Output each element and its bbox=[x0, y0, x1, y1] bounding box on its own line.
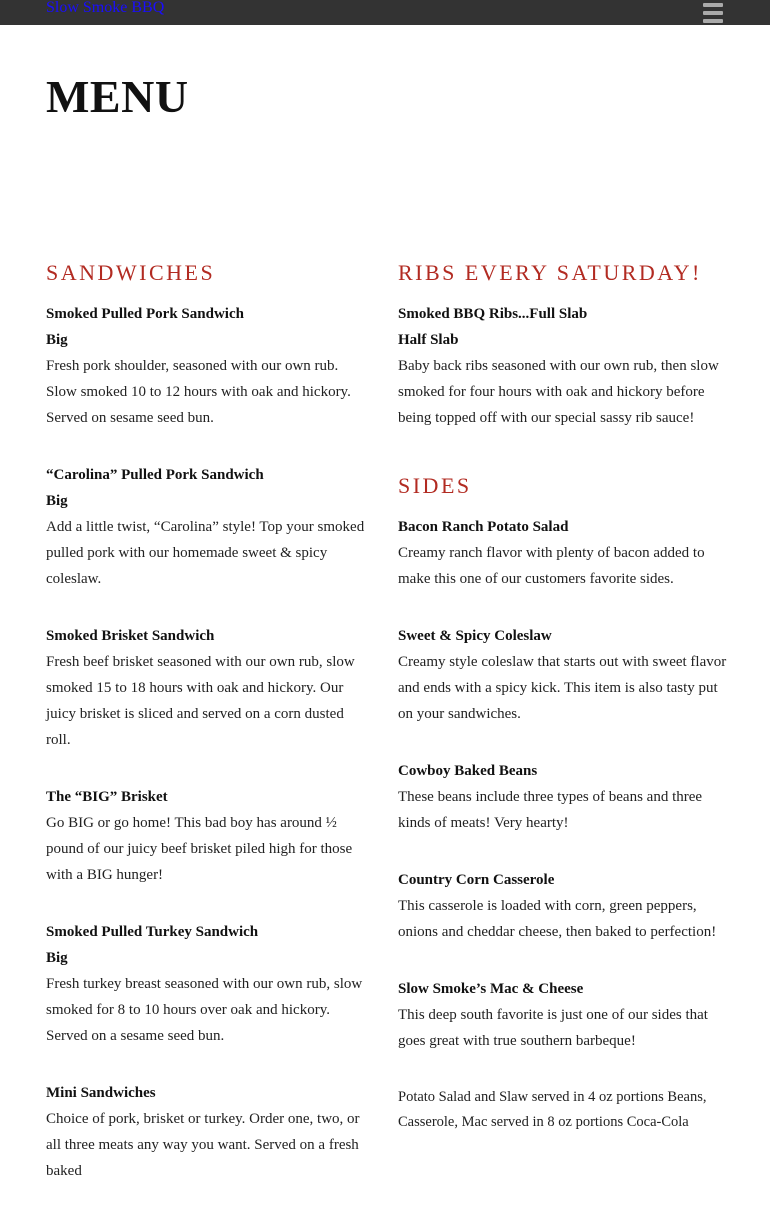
item-description: Creamy ranch flavor with plenty of bacon added to make this one of our customers favorite sides. bbox=[398, 545, 705, 587]
item-name: The “BIG” Brisket bbox=[46, 789, 168, 805]
item-name: Country Corn Casserole bbox=[398, 872, 555, 888]
menu-item bbox=[398, 301, 728, 431]
right-column bbox=[398, 257, 728, 1135]
hamburger-line bbox=[703, 19, 723, 23]
item-name: Slow Smoke’s Mac & Cheese bbox=[398, 981, 584, 997]
item-size: Big bbox=[46, 950, 68, 966]
menu-item bbox=[46, 301, 372, 431]
menu-item bbox=[46, 462, 372, 592]
item-size: Big bbox=[46, 493, 68, 509]
top-nav-bar bbox=[0, 0, 770, 25]
item-description: Creamy style coleslaw that starts out with sweet flavor and ends with a spicy kick. This item is also tasty put on your sandwiches. bbox=[398, 654, 727, 722]
item-description: Choice of pork, brisket or turkey. Order one, two, or all three meats any way you want. Served on a fresh baked bbox=[46, 1111, 360, 1179]
item-description: Fresh turkey breast seasoned with our own rub, slow smoked for 8 to 10 hours over oak and hickory. Served on a sesame seed bun. bbox=[46, 976, 363, 1044]
page-title: MENU bbox=[46, 71, 189, 122]
item-name: Smoked BBQ Ribs...Full Slab bbox=[398, 306, 588, 322]
menu-item bbox=[46, 784, 372, 888]
item-name: Smoked Pulled Turkey Sandwich bbox=[46, 924, 259, 940]
item-description: Fresh pork shoulder, seasoned with our own rub. Slow smoked 10 to 12 hours with oak and hickory. Served on sesame seed bun. bbox=[46, 358, 351, 426]
sandwiches-section bbox=[46, 257, 372, 1215]
item-size: Half Slab bbox=[398, 332, 459, 348]
hamburger-line bbox=[703, 11, 723, 15]
sides-heading: SIDES bbox=[398, 473, 472, 498]
sandwiches-heading: SANDWICHES bbox=[46, 260, 216, 285]
menu-item bbox=[46, 1080, 372, 1184]
item-description: Go BIG or go home! This bad boy has around ½ pound of our juicy beef brisket piled high for those with a BIG hunger! bbox=[46, 815, 353, 883]
item-name: Mini Sandwiches bbox=[46, 1085, 156, 1101]
hamburger-menu-icon[interactable] bbox=[703, 3, 723, 23]
item-description: Fresh beef brisket seasoned with our own rub, slow smoked 15 to 18 hours with oak and hickory. Our juicy brisket is sliced and served on a corn dusted roll. bbox=[46, 654, 355, 748]
item-name: Smoked Brisket Sandwich bbox=[46, 628, 215, 644]
portion-note: Potato Salad and Slaw served in 4 oz portions Beans, Casserole, Mac served in 8 oz portions Coca-Cola bbox=[398, 1089, 707, 1130]
item-description: Baby back ribs seasoned with our own rub, then slow smoked for four hours with oak and hickory before being topped off with our special sassy rib sauce! bbox=[398, 358, 719, 426]
item-description: Add a little twist, “Carolina” style! Top your smoked pulled pork with our homemade sweet & spicy coleslaw. bbox=[46, 519, 365, 587]
item-description: This deep south favorite is just one of our sides that goes great with true southern barbeque! bbox=[398, 1007, 708, 1049]
item-description: These beans include three types of beans and three kinds of meats! Very hearty! bbox=[398, 789, 703, 831]
side-item bbox=[398, 758, 728, 836]
ribs-heading: RIBS EVERY SATURDAY! bbox=[398, 260, 702, 285]
hamburger-line bbox=[703, 3, 723, 7]
item-name: Smoked Pulled Pork Sandwich bbox=[46, 306, 244, 322]
side-item bbox=[398, 623, 728, 727]
item-description: This casserole is loaded with corn, green peppers, onions and cheddar cheese, then baked to perfection! bbox=[398, 898, 717, 940]
item-name: Bacon Ranch Potato Salad bbox=[398, 519, 569, 535]
menu-item bbox=[46, 919, 372, 1049]
brand-link[interactable]: Slow Smoke BBQ bbox=[46, 0, 165, 16]
item-size: Big bbox=[46, 332, 68, 348]
item-name: “Carolina” Pulled Pork Sandwich bbox=[46, 467, 264, 483]
item-name: Cowboy Baked Beans bbox=[398, 763, 538, 779]
item-name: Sweet & Spicy Coleslaw bbox=[398, 628, 552, 644]
side-item bbox=[398, 514, 728, 592]
menu-item bbox=[46, 623, 372, 753]
side-item bbox=[398, 867, 728, 945]
side-item bbox=[398, 976, 728, 1054]
